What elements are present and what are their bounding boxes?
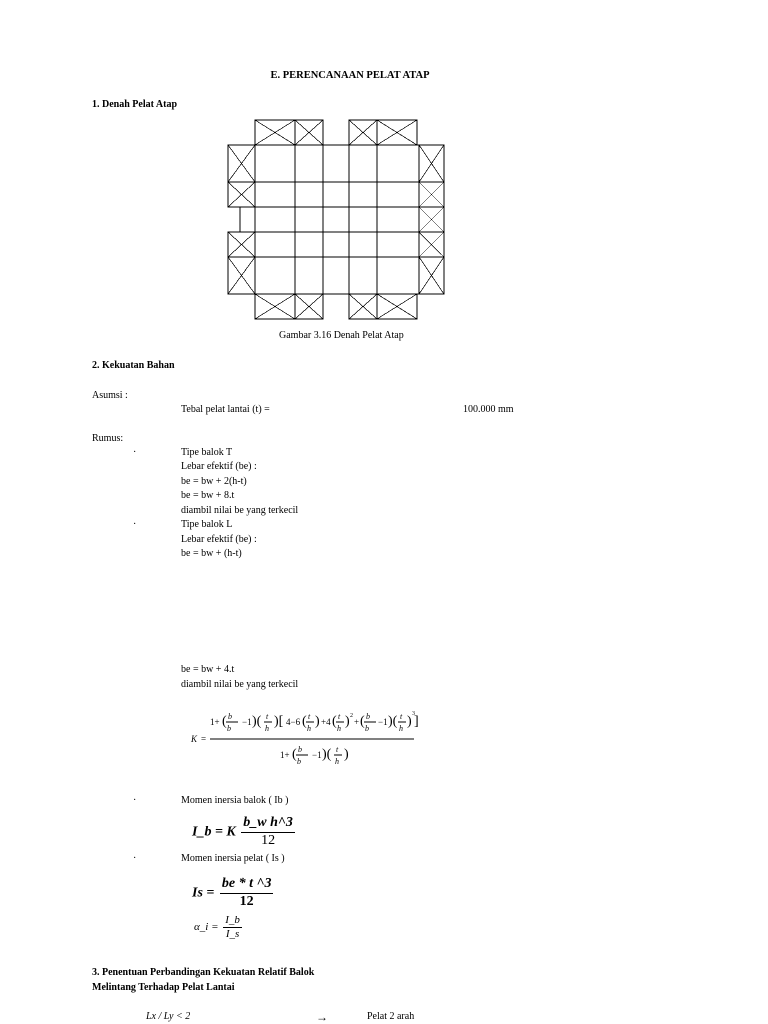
tebal-label: Tebal pelat lantai (t) = — [181, 404, 270, 415]
formula-ib — [192, 815, 297, 850]
formula-fraction — [223, 914, 242, 941]
svg-text:=: = — [201, 734, 207, 744]
tipe-l-line: be = bw + 4.t — [181, 664, 235, 675]
formula-alpha — [194, 914, 244, 941]
formula-k — [188, 702, 418, 768]
formula-denominator: I_s — [225, 928, 240, 941]
formula-fraction — [241, 815, 295, 850]
formula-numerator: b_w h^3 — [241, 815, 295, 833]
formula-denominator: 12 — [261, 832, 276, 848]
svg-text:−1: −1 — [312, 750, 322, 760]
svg-text:1+: 1+ — [280, 750, 290, 760]
svg-text:−1: −1 — [242, 717, 252, 727]
formula-lhs: I_b = K — [192, 824, 236, 840]
svg-text:h: h — [307, 724, 311, 733]
svg-text:)(: )( — [322, 747, 332, 762]
svg-text:): ) — [345, 714, 350, 729]
svg-text:h: h — [399, 724, 403, 733]
svg-text:(: ( — [222, 714, 227, 729]
condition-text: Lx / Ly < 2 — [146, 1011, 191, 1022]
svg-text:b: b — [297, 757, 301, 766]
svg-text:(: ( — [302, 714, 307, 729]
section-heading-denah: 1. Denah Pelat Atap — [92, 99, 177, 110]
svg-text:b: b — [365, 724, 369, 733]
svg-text:): ) — [344, 747, 349, 762]
svg-text:(: ( — [360, 714, 365, 729]
svg-text:h: h — [337, 724, 341, 733]
tipe-l-line: Lebar efektif (be) : — [181, 534, 257, 545]
page-title: E. PERENCANAAN PELAT ATAP — [270, 70, 430, 81]
svg-text:b: b — [298, 745, 302, 754]
bullet: · — [133, 853, 137, 864]
tipe-l-line: be = bw + (h-t) — [181, 548, 242, 559]
tipe-t-line: be = bw + 2(h-t) — [181, 476, 247, 487]
svg-text:b: b — [228, 712, 232, 721]
tipe-t-line: Lebar efektif (be) : — [181, 461, 257, 472]
result-text: Pelat 2 arah — [367, 1011, 415, 1022]
tipe-l-title: Tipe balok L — [181, 519, 233, 530]
tipe-l-line: diambil nilai be yang terkecil — [181, 679, 299, 690]
bullet: · — [133, 519, 137, 530]
svg-text:)(: )( — [252, 714, 262, 729]
formula-lhs: α_i = — [194, 921, 219, 934]
formula-denominator: 12 — [239, 893, 254, 909]
svg-text:): ) — [407, 714, 412, 729]
rumus-label: Rumus: — [92, 433, 124, 444]
bullet: · — [133, 447, 137, 458]
svg-text:(: ( — [292, 747, 297, 762]
formula-lhs: Is = — [192, 885, 215, 901]
tipe-t-title: Tipe balok T — [181, 447, 233, 458]
svg-text:1+: 1+ — [210, 717, 220, 727]
svg-text:b: b — [227, 724, 231, 733]
svg-text:t: t — [338, 712, 341, 721]
svg-text:)(: )( — [388, 714, 398, 729]
tipe-t-line: be = bw + 8.t — [181, 490, 235, 501]
momen-balok-label: Momen inersia balok ( Ib ) — [181, 795, 289, 806]
svg-text:+4: +4 — [321, 717, 331, 727]
floor-plan-drawing — [225, 118, 447, 323]
momen-pelat-label: Momen inersia pelat ( Is ) — [181, 853, 285, 864]
svg-text:K: K — [191, 734, 198, 744]
svg-text:4−6: 4−6 — [286, 717, 301, 727]
tipe-t-line: diambil nilai be yang terkecil — [181, 505, 299, 516]
svg-text:−1: −1 — [378, 717, 388, 727]
svg-text:2: 2 — [350, 713, 353, 719]
formula-fraction — [220, 876, 274, 911]
bullet: · — [133, 795, 137, 806]
section-heading-penentuan: 3. Penentuan Perbandingan Kekuatan Relatif Balok — [92, 967, 315, 978]
formula-numerator: be * t ^3 — [220, 876, 274, 894]
svg-text:t: t — [266, 712, 269, 721]
section-heading-penentuan-line2: Melintang Terhadap Pelat Lantai — [92, 982, 235, 993]
svg-text:): ) — [315, 714, 320, 729]
figure-caption: Gambar 3.16 Denah Pelat Atap — [279, 330, 404, 341]
section-heading-kekuatan: 2. Kekuatan Bahan — [92, 360, 175, 371]
formula-numerator: I_b — [223, 914, 242, 928]
svg-text:t: t — [336, 745, 339, 754]
svg-text:t: t — [400, 712, 403, 721]
asumsi-label: Asumsi : — [92, 390, 128, 401]
svg-text:h: h — [335, 757, 339, 766]
formula-is — [192, 876, 275, 911]
svg-text:t: t — [308, 712, 311, 721]
svg-text:3: 3 — [412, 711, 415, 717]
svg-text:(: ( — [332, 714, 337, 729]
svg-text:)[: )[ — [274, 714, 284, 729]
arrow-icon: → — [316, 1010, 328, 1024]
svg-text:h: h — [265, 724, 269, 733]
svg-text:+: + — [354, 717, 360, 727]
svg-text:b: b — [366, 712, 370, 721]
tebal-value: 100.000 mm — [463, 404, 514, 415]
svg-text:]: ] — [414, 714, 419, 729]
